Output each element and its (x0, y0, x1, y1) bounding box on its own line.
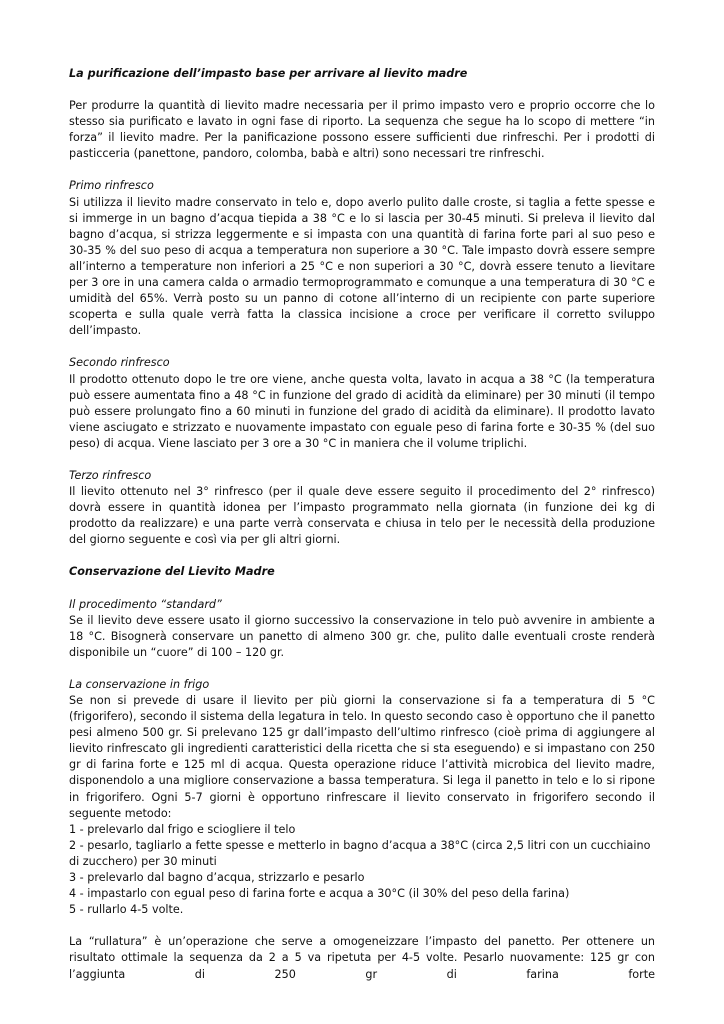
primo-rinfresco-paragraph: Si utilizza il lievito madre conservato in telo e, dopo averlo pulito dalle croste, si taglia a fette spesse e si immerge in un bagno d’acqua tiepida a 38 °C e lo si lascia per 30-45 minuti. Si preleva il lievito dal bagno d’acqua, si strizza leggermente e si impasta con una quantità di farina forte pari al suo peso e 30-35 % del suo peso di acqua a temperatura non superiore a 30 °C. Tale impasto dovrà essere sempre all’interno a temperature non inferiori a 25 °C e non superiori a 30 °C, dovrà essere tenuto a lievitare per 3 ore in una camera calda o armadio termoprogrammato e comunque a una temperatura di 30 °C e umidità del 65%. Verrà posto su un panno di cotone all’interno di un recipiente con parte superiore scoperta e sulla quale verrà fatta la classica incisione a croce per verificare il corretto sviluppo dell’impasto. (69, 195, 655, 338)
spacer (69, 918, 655, 934)
list-item: 5 - rullarlo 4-5 volte. (69, 903, 184, 917)
section-title-conservazione: Conservazione del Lievito Madre (69, 565, 275, 579)
spacer (69, 581, 655, 597)
spacer (69, 548, 655, 564)
spacer (69, 661, 655, 677)
section-title-purificazione: La purificazione dell’impasto base per arrivare al lievito madre (69, 67, 468, 80)
secondo-rinfresco-heading: Secondo rinfresco (69, 356, 170, 370)
spacer (69, 339, 655, 355)
spacer (69, 452, 655, 468)
frigo-paragraph: Se non si prevede di usare il lievito per più giorni la conservazione si fa a temperatura di 5 °C (frigorifero), secondo il sistema della legatura in telo. In questo secondo caso è opportuno che il panetto pesi almeno 500 gr. Si prelevano 125 gr dall’impasto dell’ultimo rinfresco (cioè prima di aggiungere al lievito rinfrescato gli ingredienti caratteristici della ricetta che si sta eseguendo) e si impastano con 250 gr di farina forte e 125 ml di acqua. Questa operazione riduce l’attività microbica del lievito madre, disponendolo a una migliore conservazione a bassa temperatura. Si lega il panetto in telo e lo si ripone in frigorifero. Ogni 5-7 giorni è opportuno rinfrescare il lievito conservato in frigorifero secondo il seguente metodo: (69, 694, 655, 820)
rullatura-paragraph: La “rullatura” è un’operazione che serve a omogeneizzare l’impasto del panetto. Per ottenere un risultato ottimale la sequenza da 2 a 5 va ripetuta per 4-5 volte. Pesarlo nuovamente: 125 gr con l’aggiunta di 250 gr di farina forte (69, 935, 655, 981)
standard-paragraph: Se il lievito deve essere usato il giorno successivo la conservazione in telo può avvenire in ambiente a 18 °C. Bisognerà conservare un panetto di almeno 300 gr. che, pulito dalle eventuali croste renderà disponibile un “cuore” di 100 – 120 gr. (69, 613, 655, 659)
document-page (69, 66, 655, 983)
terzo-rinfresco-heading: Terzo rinfresco (69, 468, 152, 482)
spacer (69, 82, 655, 98)
frigo-heading: La conservazione in frigo (69, 677, 210, 691)
standard-heading: Il procedimento “standard” (69, 597, 222, 611)
list-item: 3 - prelevarlo dal bagno d’acqua, strizzarlo e pesarlo (69, 871, 365, 885)
primo-rinfresco-heading: Primo rinfresco (69, 179, 154, 193)
intro-paragraph: Per produrre la quantità di lievito madre necessaria per il primo impasto vero e proprio occorre che lo stesso sia purificato e lavato in ogni fase di riporto. La sequenza che segue ha lo scopo di mettere “in forza” il lievito madre. Per la panificazione possono essere sufficienti due rinfreschi. Per i prodotti di pasticceria (panettone, pandoro, colomba, babà e altri) sono necessari tre rinfreschi. (69, 99, 655, 161)
secondo-rinfresco-paragraph: Il prodotto ottenuto dopo le tre ore viene, anche questa volta, lavato in acqua a 38 °C (la temperatura può essere aumentata fino a 48 °C in funzione del grado di acidità da eliminare) per 30 minuti (il tempo può essere prolungato fino a 60 minuti in funzione del grado di acidità da eliminare). Il prodotto lavato viene asciugato e strizzato e nuovamente impastato con eguale peso di farina forte e 30-35 % (del suo peso) di acqua. Viene lasciato per 3 ore a 30 °C in maniera che il volume triplichi. (69, 372, 655, 450)
terzo-rinfresco-paragraph: Il lievito ottenuto nel 3° rinfresco (per il quale deve essere seguito il procedimento del 2° rinfresco) dovrà essere in quantità idonea per l’impasto programmato nella giornata (in funzione dei kg di prodotto da realizzare) e una parte verrà conservata e chiusa in telo per le necessità della produzione del giorno seguente e così via per gli altri giorni. (69, 485, 655, 547)
list-item: 4 - impastarlo con egual peso di farina forte e acqua a 30°C (il 30% del peso della farina) (69, 887, 570, 901)
spacer (69, 162, 655, 178)
list-item: 1 - prelevarlo dal frigo e sciogliere il telo (69, 822, 296, 836)
list-item: 2 - pesarlo, tagliarlo a fette spesse e metterlo in bagno d’acqua a 38°C (circa 2,5 litri con un cucchiaino di zucchero) per 30 minuti (69, 838, 651, 868)
